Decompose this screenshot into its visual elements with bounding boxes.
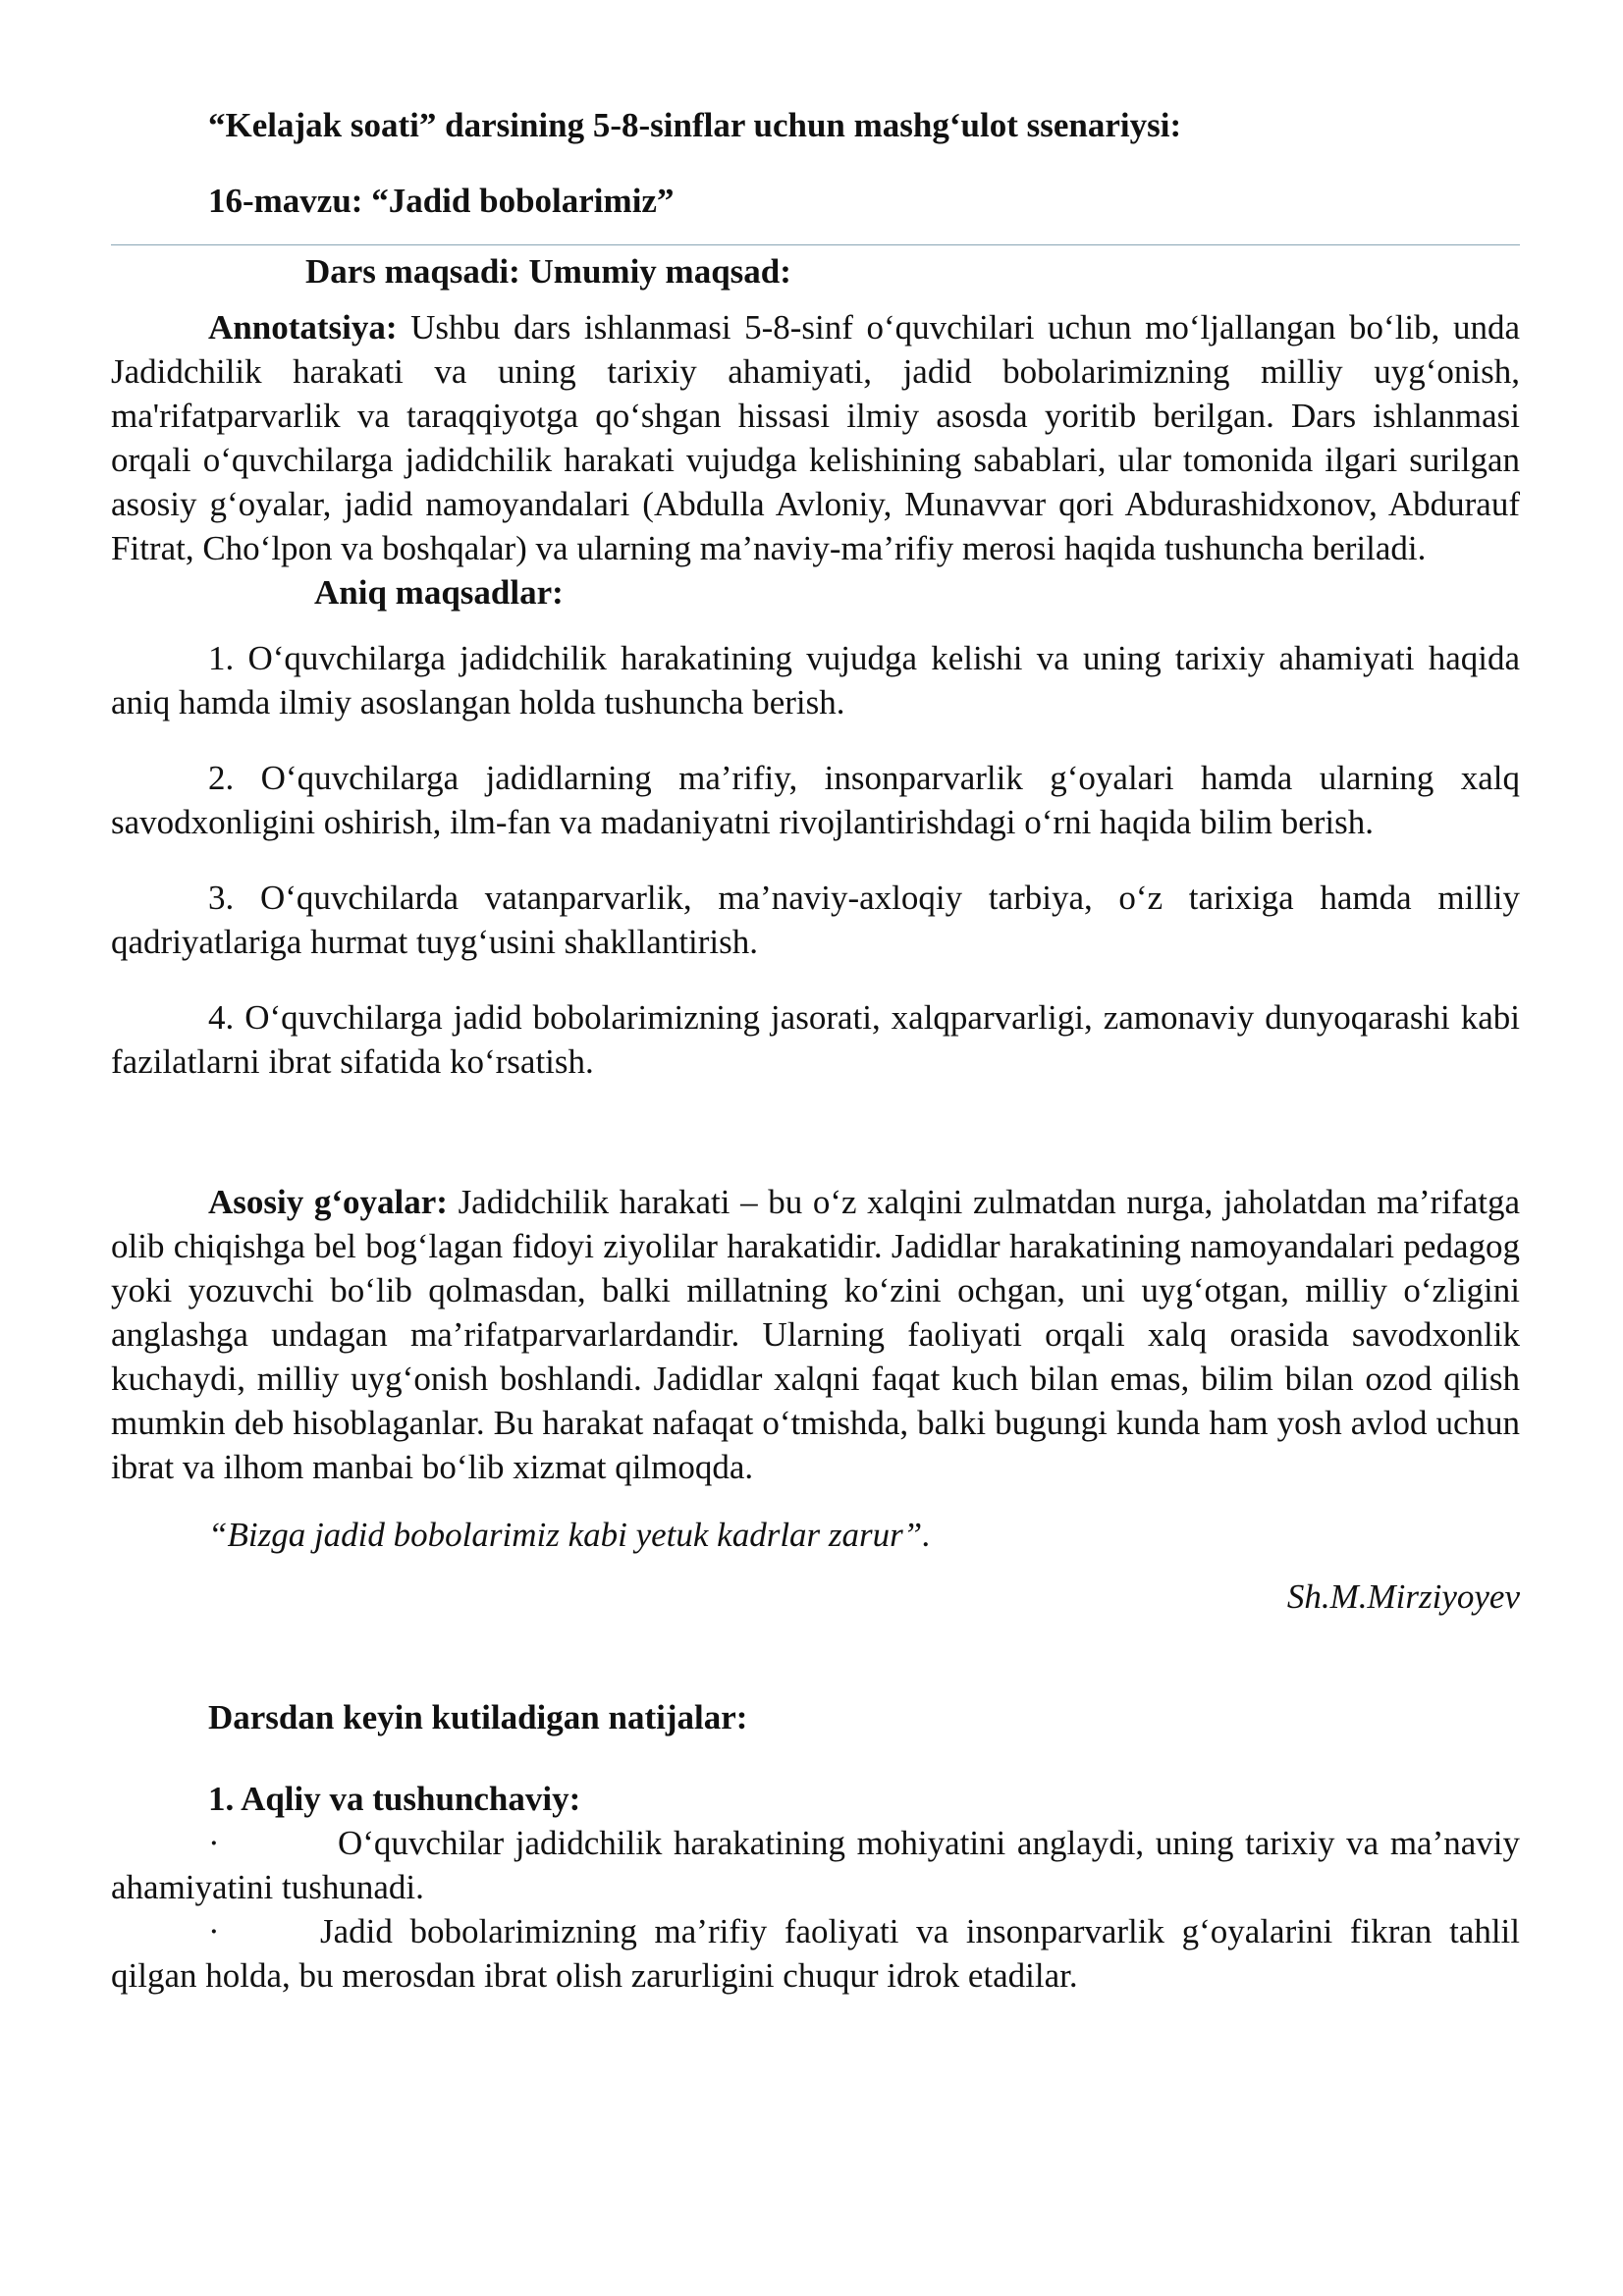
goal-label: Dars maqsadi [305, 252, 510, 291]
specific-goal-item: 3. O‘quvchilarda vatanparvarlik, ma’naviy-axloqiy tarbiya, o‘z tarixiga hamda milliy qadriyatlariga hurmat tuyg‘usini shakllantirish. [111, 879, 1520, 961]
quote-text: “Bizga jadid bobolarimiz kabi yetuk kadrlar zarur”. [208, 1516, 931, 1554]
main-ideas-text: Jadidchilik harakati – bu o‘z xalqini zulmatdan nurga, jaholatdan ma’rifatga olib chiqishga bel bog‘lagan fidoyi ziyolilar harakatidir. Jadidlar harakatining namoyandalari pedagog yoki yozuvchi bo‘lib qolmasdan, balki millatning ko‘zini ochgan, uni uyg‘otgan, milliy o‘zligini anglashga undagan ma’rifatparvarlardandir. Ularning faoliyati orqali xalq orasida savodxonlik kuchaydi, milliy uyg‘onish boshlandi. Jadidlar xalqni faqat kuch bilan emas, bilim bilan ozod qilish mumkin deb hisoblaganlar. Bu harakat nafaqat o‘tmishda, balki bugungi kunda ham yosh avlod uchun ibrat va ilhom manbai bo‘lib xizmat qilmoqda. [111, 1183, 1520, 1486]
goal-value: Umumiy maqsad: [528, 252, 791, 291]
document-body [111, 103, 1520, 1998]
results-item-text: Jadid bobolarimizning ma’rifiy faoliyati va insonparvarlik g‘oyalarini fikran tahlil qilgan holda, bu merosdan ibrat olish zarurligini chuqur idrok etadilar. [111, 1912, 1520, 1995]
results-list-item: · O‘quvchilar jadidchilik harakatining mohiyatini anglaydi, uning tarixiy va ma’naviy ahamiyatini tushunadi. [111, 1824, 1520, 1906]
specific-goals-heading: Aniq maqsadlar: [314, 573, 564, 612]
results-item-text: O‘quvchilar jadidchilik harakatining mohiyatini anglaydi, uning tarixiy va ma’naviy ahamiyatini tushunadi. [111, 1824, 1520, 1906]
specific-goal-item: 1. O‘quvchilarga jadidchilik harakatining vujudga kelishi va uning tarixiy ahamiyati haqida aniq hamda ilmiy asoslangan holda tushuncha berish. [111, 639, 1520, 721]
main-ideas-label: Asosiy g‘oyalar: [208, 1183, 448, 1221]
section-spacer [111, 1115, 1520, 1180]
annotation-paragraph [111, 305, 1520, 570]
main-ideas-paragraph [111, 1180, 1520, 1489]
goal-separator: : [509, 252, 529, 291]
annotation-label: Annotatsiya: [208, 308, 398, 347]
topic-heading: 16-mavzu: “Jadid bobolarimiz” [208, 182, 675, 220]
horizontal-divider [111, 244, 1520, 245]
document-title: “Kelajak soati” darsining 5-8-sinflar uchun mashg‘ulot ssenariysi: [208, 106, 1182, 144]
quote-author: Sh.M.Mirziyoyev [1286, 1577, 1520, 1616]
results-heading: Darsdan keyin kutiladigan natijalar: [208, 1698, 748, 1736]
annotation-text: Ushbu dars ishlanmasi 5-8-sinf o‘quvchilari uchun mo‘ljallangan bo‘lib, unda Jadidchilik harakati va uning tarixiy ahamiyati, jadid bobolarimizning milliy uyg‘onish, ma'rifatparvarlik va taraqqiyotga qo‘shgan hissasi ilmiy asosda yoritib berilgan. Dars ishlanmasi orqali o‘quvchilarga jadidchilik harakati vujudga kelishining sabablari, ular tomonida ilgari surilgan asosiy g‘oyalar, jadid namoyandalari (Abdulla Avloniy, Munavvar qori Abdurashidxonov, Abdurauf Fitrat, Cho‘lpon va boshqalar) va ularning ma’naviy-ma’rifiy merosi haqida tushuncha beriladi. [111, 308, 1520, 567]
specific-goal-item: 4. O‘quvchilarga jadid bobolarimizning jasorati, xalqparvarligi, zamonaviy dunyoqarashi kabi fazilatlarni ibrat sifatida ko‘rsatish. [111, 998, 1520, 1081]
goal-line [111, 249, 1520, 294]
results-list-item: · Jadid bobolarimizning ma’rifiy faoliyati va insonparvarlik g‘oyalarini fikran tahlil qilgan holda, bu merosdan ibrat olish zarurligini chuqur idrok etadilar. [111, 1912, 1520, 1995]
results-sub-heading: 1. Aqliy va tushunchaviy: [208, 1780, 581, 1818]
specific-goal-item: 2. O‘quvchilarga jadidlarning ma’rifiy, insonparvarlik g‘oyalari hamda ularning xalq savodxonligini oshirish, ilm-fan va madaniyatni rivojlantirishdagi o‘rni haqida bilim berish. [111, 759, 1520, 841]
